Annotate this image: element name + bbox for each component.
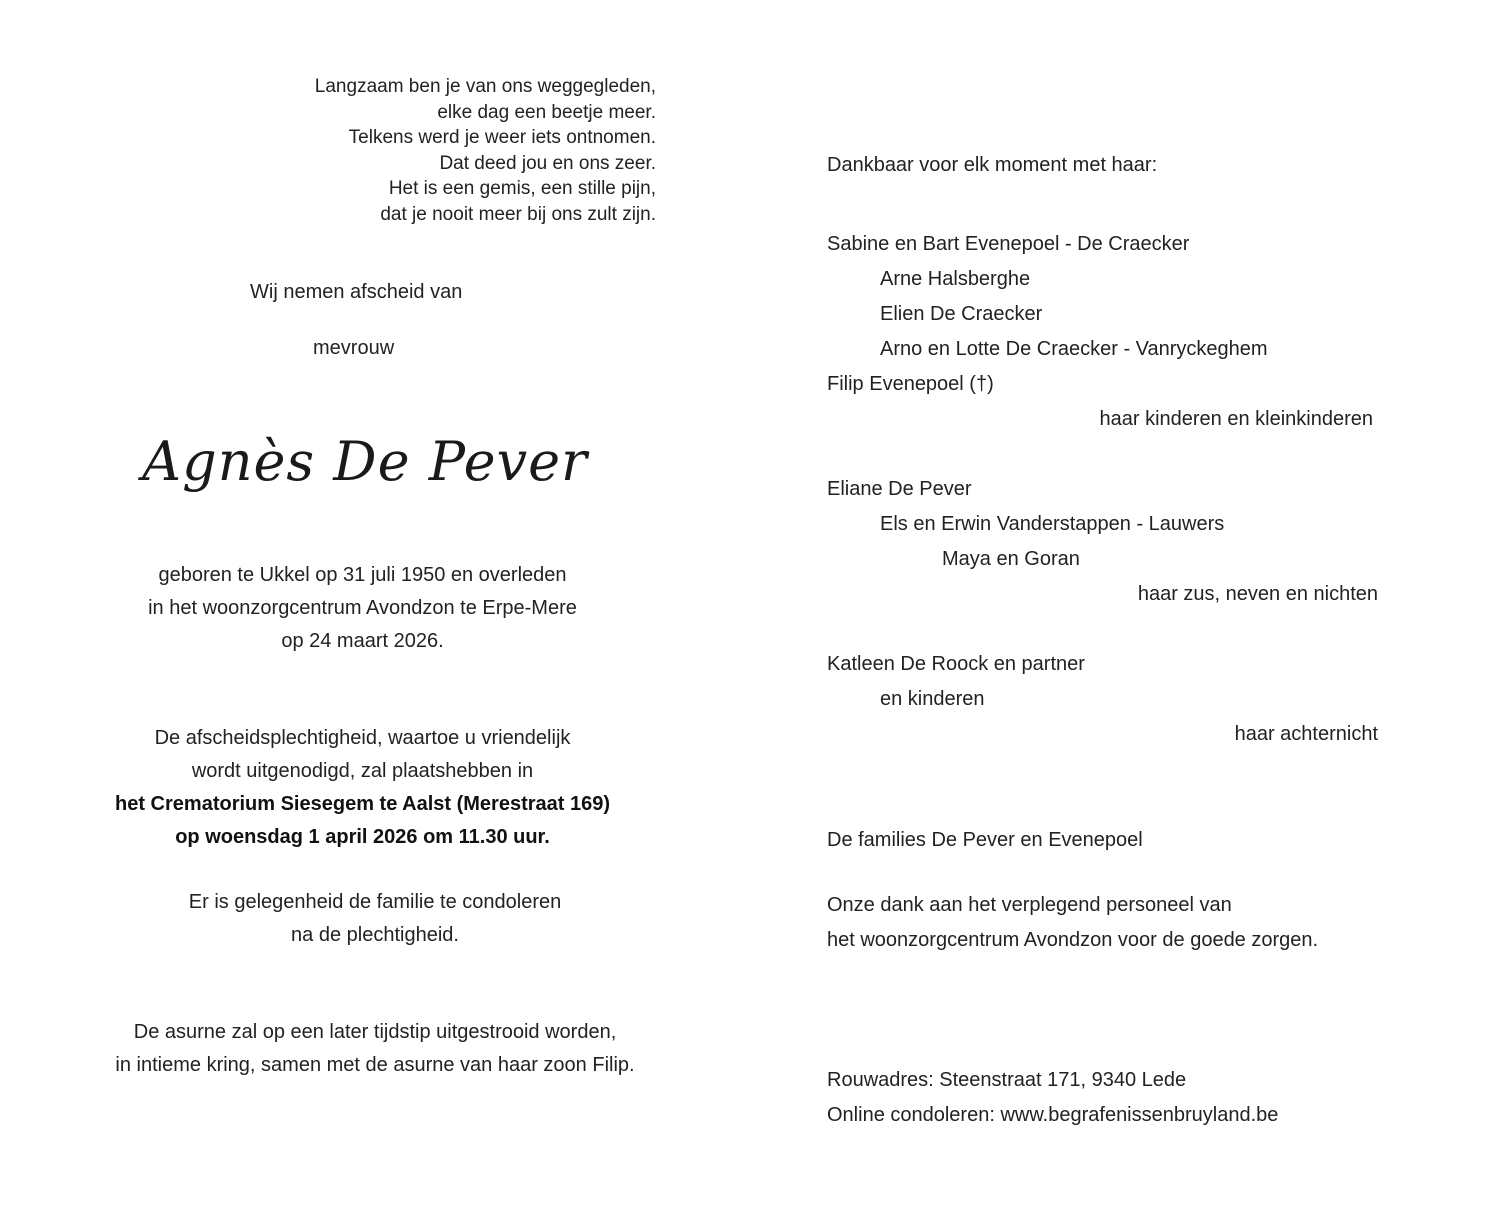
ceremony-line: wordt uitgenodigd, zal plaatshebben in: [191, 760, 534, 782]
online-condolence-link[interactable]: Online condoleren: www.begrafenissenbruyland.be: [827, 1104, 1279, 1126]
poem-line: Telkens werd je weer iets ontnomen.: [348, 127, 656, 148]
poem-line: elke dag een beetje meer.: [437, 101, 656, 123]
family-member: Filip Evenepoel (†): [827, 373, 994, 395]
deceased-name: Agnès De Pever: [142, 430, 588, 493]
mourning-address: Rouwadres: Steenstraat 171, 9340 Lede: [827, 1069, 1187, 1091]
family-member: Arne Halsberghe: [880, 268, 1031, 290]
urn-line: in intieme kring, samen met de asurne van haar zoon Filip.: [115, 1054, 635, 1076]
condolence-block: [60, 886, 690, 952]
family-relation: haar zus, neven en nichten: [1137, 583, 1378, 605]
poem-line: Langzaam ben je van ons weggegleden,: [314, 76, 656, 97]
ceremony-line: De afscheidsplechtigheid, waartoe u vriendelijk: [154, 727, 571, 749]
family-member: Sabine en Bart Evenepoel - De Craecker: [827, 233, 1190, 255]
poem-line: Dat deed jou en ons zeer.: [439, 152, 656, 174]
family-relation: haar achternicht: [1234, 723, 1378, 745]
gratitude-line: Onze dank aan het verplegend personeel van: [827, 894, 1232, 916]
urn-block: [60, 1016, 690, 1082]
poem-line: Het is een gemis, een stille pijn,: [388, 178, 656, 199]
family-member: Eliane De Pever: [827, 478, 972, 500]
family-member: Maya en Goran: [942, 548, 1080, 570]
family-member: Katleen De Roock en partner: [827, 653, 1085, 675]
family-member: en kinderen: [880, 688, 985, 710]
family-member: Els en Erwin Vanderstappen - Lauwers: [880, 513, 1225, 535]
gratitude-line: het woonzorgcentrum Avondzon voor de goede zorgen.: [827, 929, 1319, 951]
family-member: Arno en Lotte De Craecker - Vanryckeghem: [880, 338, 1268, 360]
families-line: De families De Pever en Evenepoel: [827, 829, 1143, 851]
intro-text: Wij nemen afscheid van: [250, 281, 463, 303]
condolence-line: Er is gelegenheid de familie te condoleren: [188, 891, 562, 913]
ceremony-block: [60, 722, 665, 854]
family-relation: haar kinderen en kleinkinderen: [1099, 408, 1373, 430]
birth-line: in het woonzorgcentrum Avondzon te Erpe-Mere: [148, 597, 577, 619]
condolence-line: na de plechtigheid.: [291, 924, 459, 946]
honorific: mevrouw: [313, 337, 395, 359]
ceremony-place: het Crematorium Siesegem te Aalst (Merestraat 169): [115, 793, 610, 815]
birth-line: op 24 maart 2026.: [281, 630, 444, 652]
poem: [200, 74, 656, 227]
family-member: Elien De Craecker: [880, 303, 1043, 325]
ceremony-date: op woensdag 1 april 2026 om 11.30 uur.: [175, 826, 550, 848]
urn-line: De asurne zal op een later tijdstip uitgestrooid worden,: [133, 1021, 617, 1043]
birth-block: [60, 559, 665, 658]
poem-line: dat je nooit meer bij ons zult zijn.: [380, 203, 656, 225]
birth-line: geboren te Ukkel op 31 juli 1950 en overleden: [158, 564, 567, 586]
name-signature: [142, 412, 588, 512]
thanks-heading: Dankbaar voor elk moment met haar:: [827, 154, 1158, 176]
